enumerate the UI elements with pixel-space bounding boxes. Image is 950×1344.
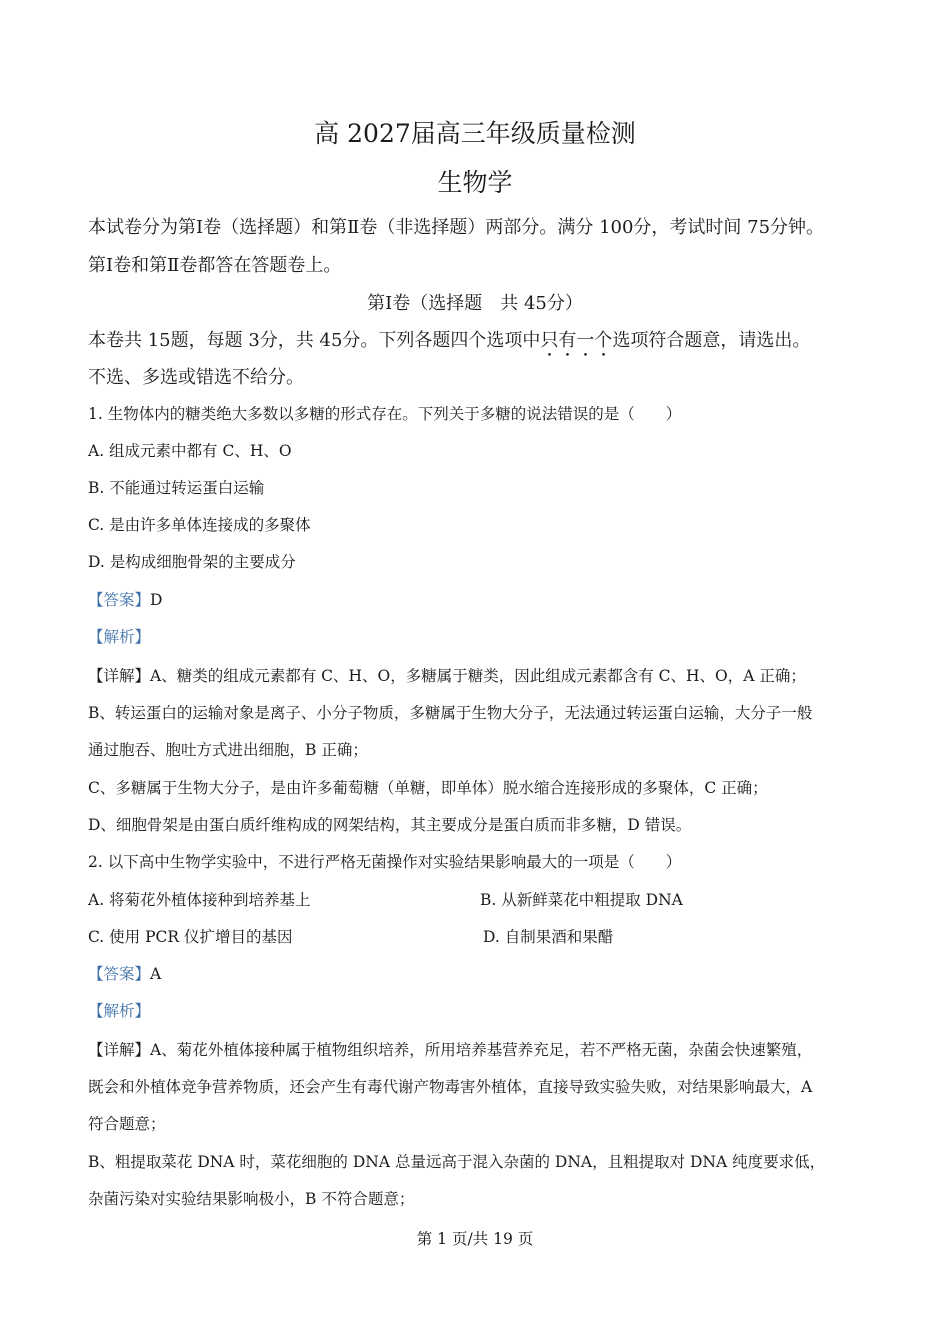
q1-detail-3: 通过胞吞、胞吐方式进出细胞，B 正确； [88,741,368,759]
q1-detail-5: D、细胞骨架是由蛋白质纤维构成的网架结构，其主要成分是蛋白质而非多糖，D 错误。 [88,816,692,834]
q2-detail-1 [88,1038,812,1060]
section-heading: 第Ⅰ卷（选择题 共 45分） [367,293,583,314]
q1-detail-text-1: A、糖类的组成元素都有 C、H、O，多糖属于糖类，因此组成元素都含有 C、H、O，A 正确； [150,667,806,685]
section-desc-1-emphasis: 只有一个 [540,330,613,351]
q1-detail-4: C、多糖属于生物大分子，是由许多葡萄糖（单糖，即单体）脱水缩合连接形成的多聚体，C 正确； [88,779,768,797]
q1-option-d: D. 是构成细胞骨架的主要成分 [88,553,296,571]
q2-detail-2: 既会和外植体竞争营养物质，还会产生有毒代谢产物毒害外植体，直接导致实验失败，对结果影响最大，A [88,1078,813,1096]
q2-analysis-tag: 【解析】 [88,1002,151,1020]
q1-answer-value: D [150,591,163,609]
q2-answer [88,962,161,984]
q2-option-c: C. 使用 PCR 仪扩增目的基因 [88,928,293,946]
q1-analysis-tag: 【解析】 [88,628,151,646]
answer-tag: 【答案】 [88,965,151,983]
intro-line-1: 本试卷分为第Ⅰ卷（选择题）和第Ⅱ卷（非选择题）两部分。满分 100分，考试时间 75分钟。 [88,217,825,238]
q2-option-d: D. 自制果酒和果醋 [483,928,614,946]
q2-detail-4: B、粗提取菜花 DNA 时，菜花细胞的 DNA 总量远高于混入杂菌的 DNA，且粗提取对 DNA 纯度要求低， [88,1153,826,1171]
section-desc-1-pre: 本卷共 15题，每题 3分，共 45分。下列各题四个选项中 [88,330,541,351]
subject-title: 生物学 [437,168,513,197]
q1-stem: 1. 生物体内的糖类绝大多数以多糖的形式存在。下列关于多糖的说法错误的是（ ） [88,405,682,423]
q1-option-c: C. 是由许多单体连接成的多聚体 [88,516,311,534]
q2-answer-value: A [150,965,162,983]
q2-detail-text-1: A、菊花外植体接种属于植物组织培养，所用培养基营养充足，若不严格无菌，杂菌会快速繁殖， [150,1041,813,1059]
q1-detail-2: B、转运蛋白的运输对象是离子、小分子物质，多糖属于生物大分子，无法通过转运蛋白运输，大分子一般 [88,704,813,722]
section-desc-1-post: 选项符合题意，请选出。 [612,330,811,351]
q1-option-b: B. 不能通过转运蛋白运输 [88,479,265,497]
q1-answer [88,588,162,610]
detail-tag: 【详解】 [88,1041,151,1059]
detail-tag: 【详解】 [88,667,151,685]
page-footer: 第 1 页/共 19 页 [416,1230,534,1248]
section-desc-1 [88,326,810,361]
exam-title: 高 2027届高三年级质量检测 [314,119,636,148]
q2-option-a: A. 将菊花外植体接种到培养基上 [88,891,311,909]
q2-option-b: B. 从新鲜菜花中粗提取 DNA [480,891,683,909]
q2-detail-3: 符合题意； [88,1115,166,1133]
q1-option-a: A. 组成元素中都有 C、H、O [88,442,292,460]
q2-detail-5: 杂菌污染对实验结果影响极小，B 不符合题意； [88,1190,415,1208]
intro-line-2: 第Ⅰ卷和第Ⅱ卷都答在答题卷上。 [88,255,342,276]
section-desc-2: 不选、多选或错选不给分。 [88,367,304,388]
q2-stem: 2. 以下高中生物学实验中，不进行严格无菌操作对实验结果影响最大的一项是（ ） [88,853,682,871]
answer-tag: 【答案】 [88,591,151,609]
q1-detail-1 [88,664,806,686]
